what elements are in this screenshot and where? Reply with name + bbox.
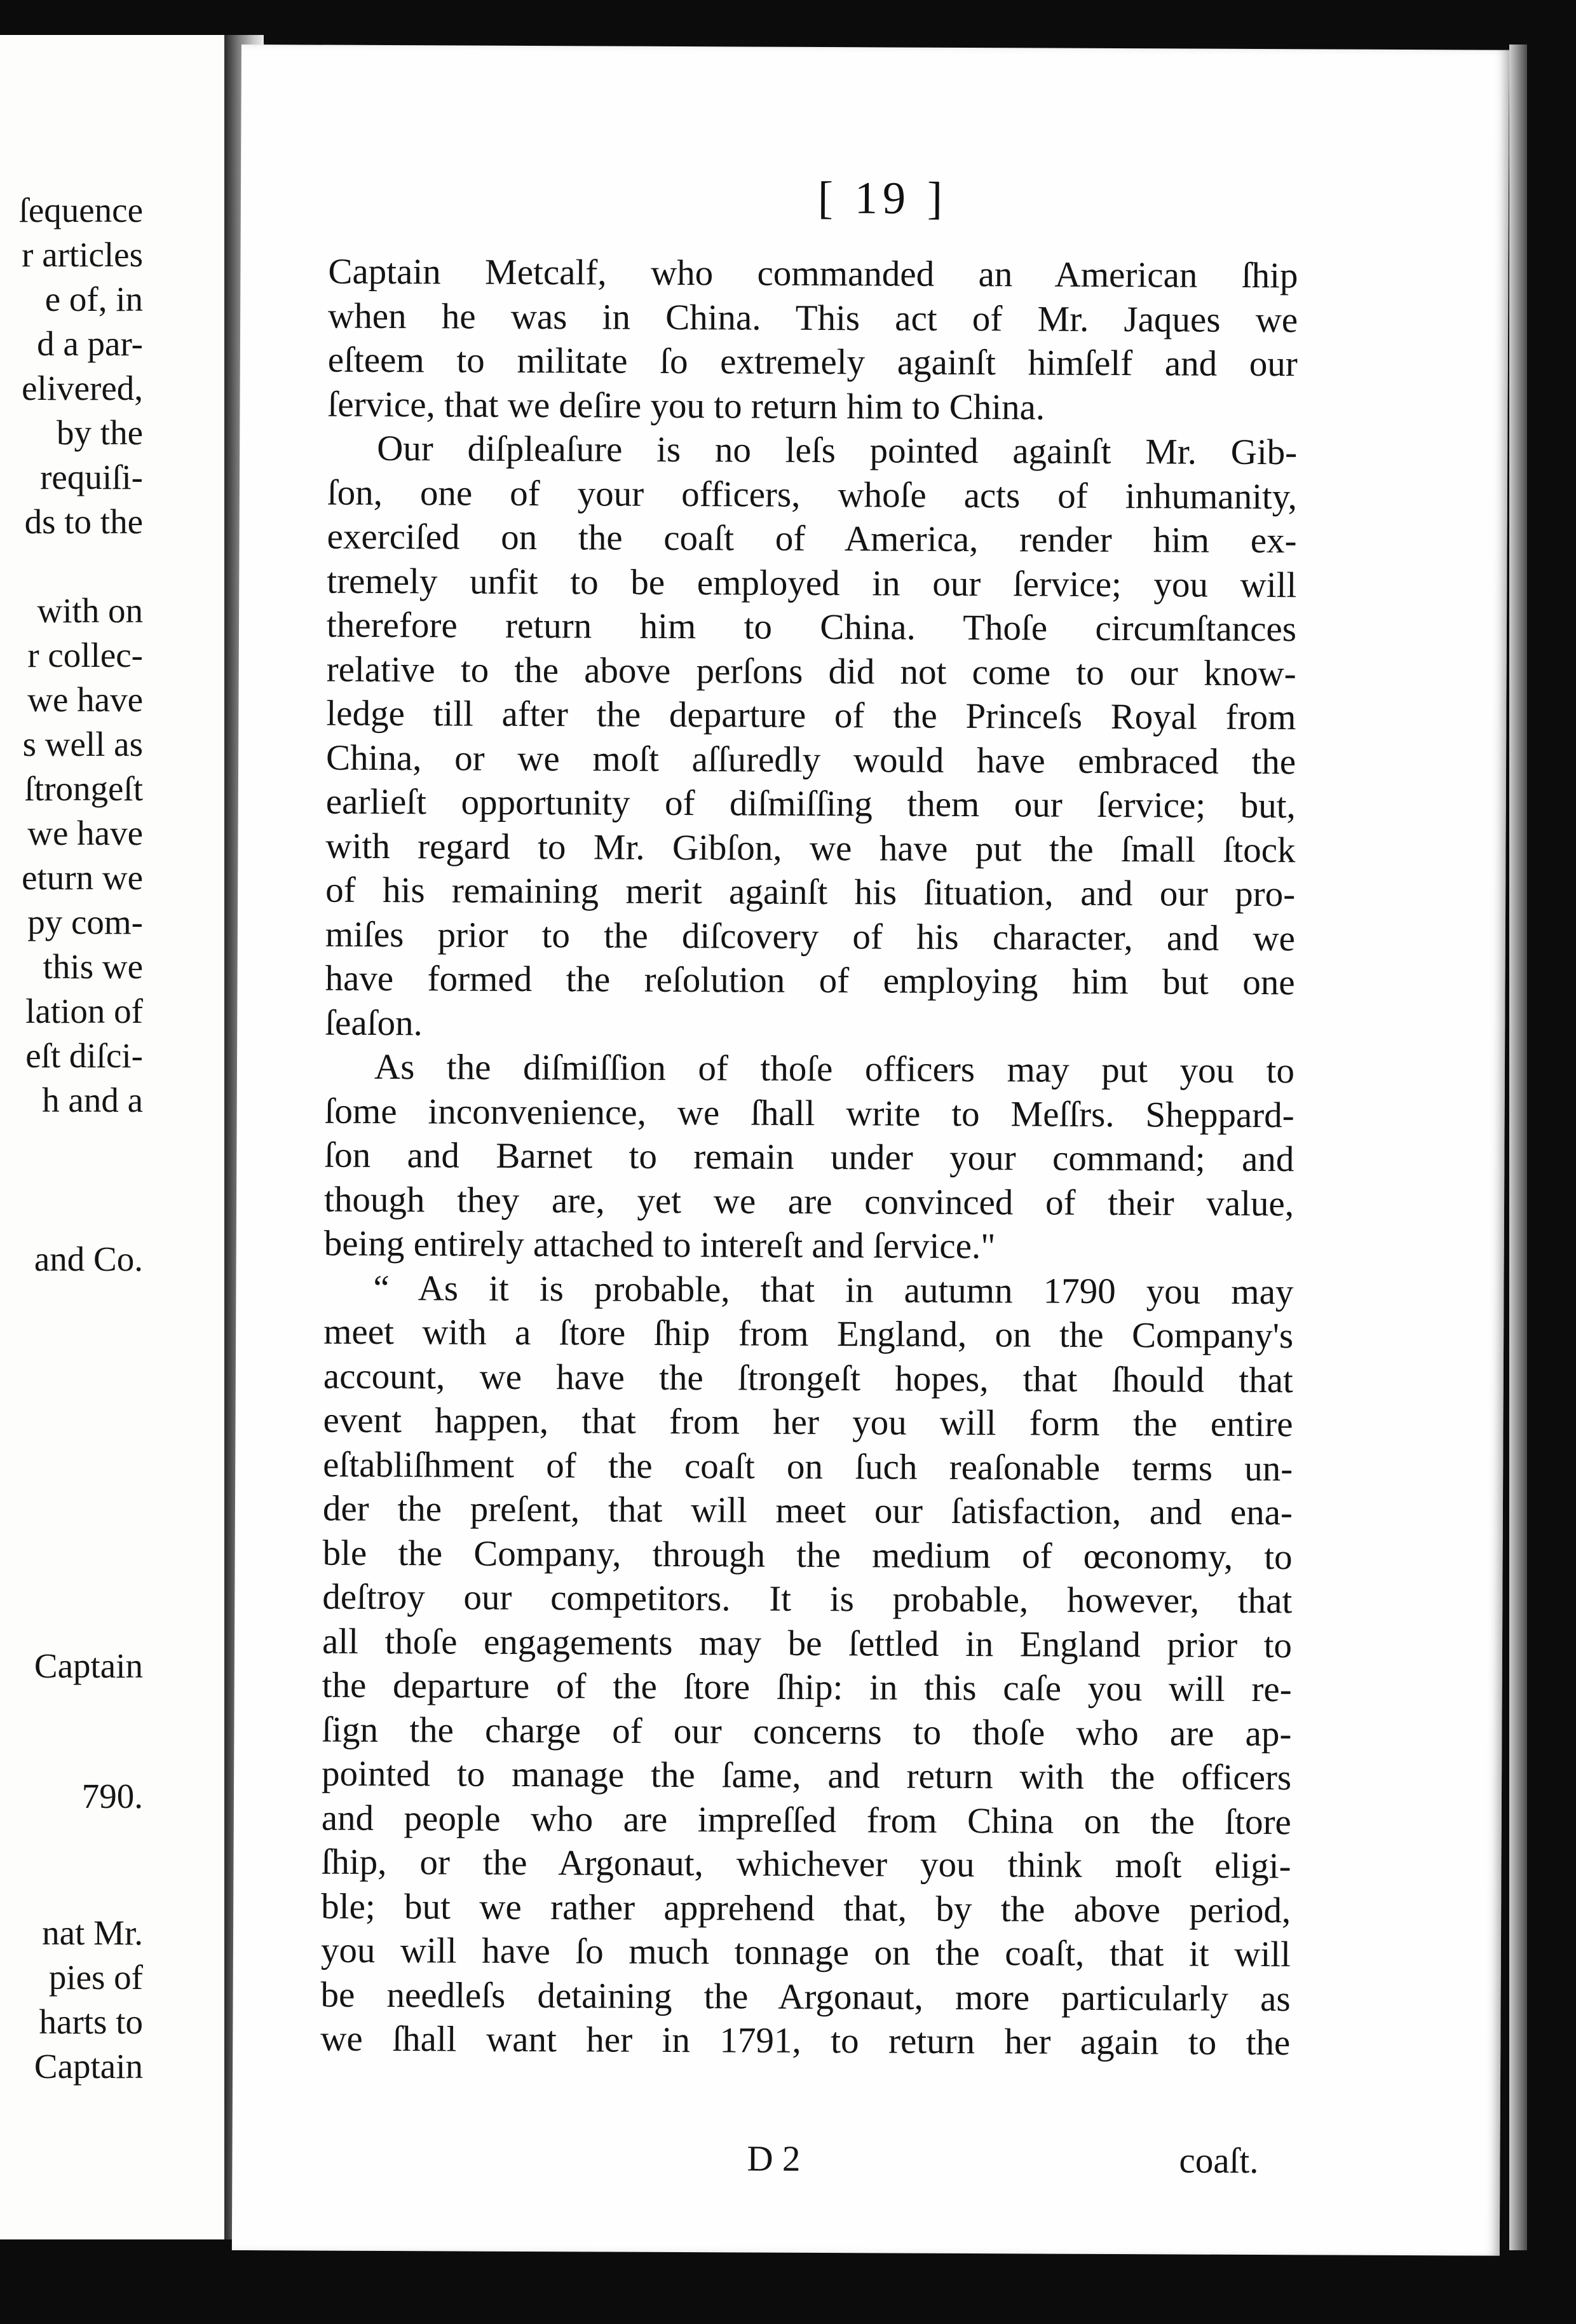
text-line: As the diſmiſſion of thoſe officers may put you to (374, 1046, 1295, 1091)
text-line: have formed the reſolution of employing him but one (325, 958, 1295, 1003)
text-line: relative to the above perſons did not come to our know- (326, 649, 1296, 694)
left-fragment: and Co. (34, 1240, 143, 1278)
text-line: ble the Company, through the medium of œconomy, to (322, 1533, 1293, 1577)
text-line: we ſhall want her in 1791, to return her again to the (320, 2018, 1291, 2063)
text-line: of his remaining merit againſt his ſituation, and our pro- (325, 870, 1296, 915)
right-page (232, 44, 1509, 2256)
text-line: all thoſe engagements may be ſettled in England prior to (322, 1621, 1293, 1665)
text-line: with regard to Mr. Gibſon, we have put the ſmall ſtock (325, 826, 1296, 870)
left-fragment: harts to (39, 2002, 143, 2041)
text-line: exerciſed on the coaſt of America, render him ex- (327, 516, 1297, 561)
text-line: China, or we moſt aſſuredly would have embraced the (325, 737, 1296, 782)
text-line: ſome inconvenience, we ſhall write to Meſſrs. Sheppard- (324, 1091, 1294, 1135)
left-fragment: ſequence (18, 191, 143, 229)
left-fragment: d a par- (37, 324, 143, 363)
text-line: being entirely attached to intereſt and ſervice." (323, 1223, 996, 1267)
text-line: when he was in China. This act of Mr. Jaques we (328, 296, 1298, 340)
left-fragment: s well as (22, 725, 143, 763)
text-line: ſhip, or the Argonaut, whichever you think moſt eligi- (321, 1842, 1291, 1887)
text-line: account, we have the ſtrongeſt hopes, that ſhould that (323, 1356, 1293, 1400)
left-fragment: this we (43, 947, 143, 986)
page-edge (1509, 44, 1527, 2250)
left-fragment: ds to the (24, 502, 143, 541)
text-line: miſes prior to the diſcovery of his character, and we (325, 914, 1296, 959)
left-fragment: ſtrongeſt (24, 769, 143, 808)
text-line: therefore return him to China. Thoſe circumſtances (326, 605, 1297, 650)
left-fragment: pies of (48, 1958, 143, 1997)
text-line: eſtabliſhment of the coaſt on ſuch reaſonable terms un- (323, 1444, 1293, 1489)
left-fragment: requiſi- (40, 458, 143, 496)
text-line: event happen, that from her you will form the entire (323, 1400, 1293, 1445)
text-line: der the preſent, that will meet our ſatisfaction, and ena- (322, 1488, 1293, 1533)
body-text (320, 250, 1298, 2065)
text-line: ſign the charge of our concerns to thoſe who are ap- (322, 1709, 1292, 1754)
left-fragment: with on (37, 591, 143, 630)
text-line: you will have ſo much tonnage on the coaſt, that it will (320, 1930, 1291, 1975)
left-fragment: Captain (34, 1646, 143, 1685)
page-number: [ 19 ] (817, 172, 948, 224)
left-fragment: e of, in (44, 280, 143, 318)
text-line: ſervice, that we deſire you to return him to China. (327, 384, 1045, 428)
text-line: ble; but we rather apprehend that, by the above period, (321, 1886, 1291, 1931)
left-fragment: we have (27, 814, 143, 852)
text-line: “ As it is probable, that in autumn 1790 you may (373, 1268, 1294, 1312)
text-line: tremely unfit to be employed in our ſervice; you will (327, 561, 1297, 605)
left-fragment: nat Mr. (42, 1913, 143, 1952)
left-fragment: we have (27, 680, 143, 719)
text-line: ſon, one of your officers, whoſe acts of inhumanity, (327, 472, 1298, 517)
text-line: Captain Metcalf, who commanded an American ſhip (328, 251, 1298, 296)
text-line: the departure of the ſtore ſhip: in this caſe you will re- (322, 1665, 1292, 1710)
text-line: pointed to manage the ſame, and return with the officers (321, 1753, 1292, 1798)
text-line: earlieſt opportunity of diſmiſſing them our ſervice; but, (325, 781, 1296, 826)
left-fragment: by the (57, 413, 143, 452)
left-fragment: r articles (22, 235, 143, 274)
text-line: deſtroy our competitors. It is probable, however, that (322, 1576, 1293, 1622)
text-line: Our diſpleaſure is no leſs pointed againſt Mr. Gib- (377, 428, 1298, 473)
text-line: eſteem to militate ſo extremely againſt himſelf and our (327, 339, 1298, 385)
text-line: ledge till after the departure of the Princeſs Royal from (326, 693, 1296, 738)
left-fragment: lation of (25, 992, 143, 1030)
left-fragment: elivered, (22, 369, 143, 407)
left-fragment: eturn we (22, 858, 143, 897)
left-fragment: r collec- (27, 636, 143, 674)
left-fragment: Captain (34, 2047, 143, 2086)
text-line: meet with a ſtore ſhip from England, on the Company's (323, 1311, 1294, 1357)
left-page (0, 35, 224, 2239)
text-line: ſon and Barnet to remain under your command; and (324, 1135, 1294, 1180)
left-fragment: eſt diſci- (25, 1036, 143, 1075)
text-line: and people who are impreſſed from China on the ſtore (321, 1798, 1291, 1842)
left-fragment: py com- (27, 903, 143, 941)
left-fragment: h and a (42, 1081, 143, 1119)
text-line: ſeaſon. (325, 1002, 423, 1043)
text-line: though they are, yet we are convinced of their value, (323, 1179, 1294, 1224)
signature-mark: D 2 (747, 2138, 801, 2179)
left-fragment: 790. (81, 1777, 143, 1815)
catchword: coaſt. (1179, 2140, 1259, 2182)
text-line: be needleſs detaining the Argonaut, more particularly as (320, 1974, 1291, 2019)
